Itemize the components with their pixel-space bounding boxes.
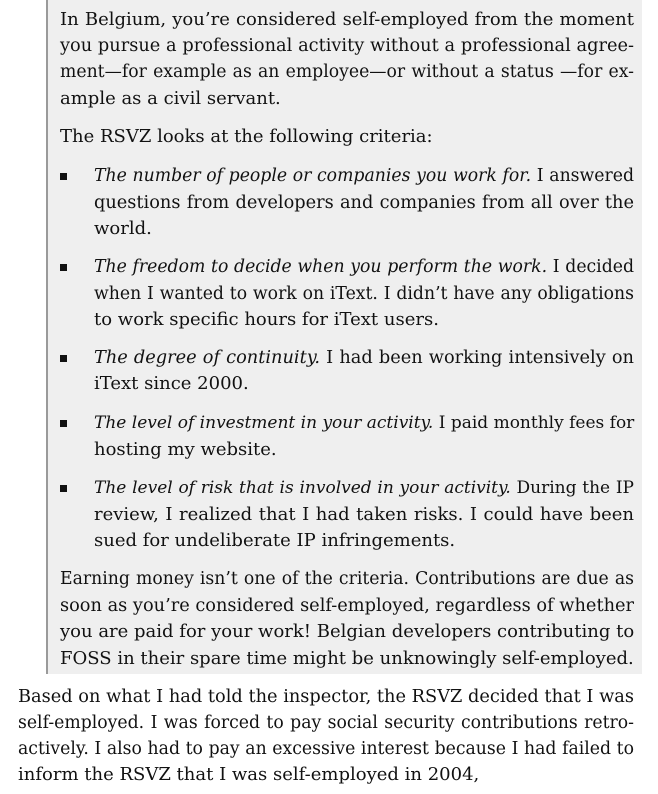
criterion-term: The level of investment in your activity.	[94, 413, 434, 433]
criterion-term: The freedom to decide when you perform the work.	[94, 257, 548, 277]
criterion-line: world.	[94, 218, 152, 239]
criterion-text: During the IP	[510, 478, 634, 498]
bullet-square-icon	[60, 355, 67, 362]
bullet-square-icon	[60, 485, 67, 492]
criterion-line: review, I realized that I had taken risks. I could have been	[94, 504, 634, 525]
criterion-text: I answered	[531, 166, 635, 186]
bullet-square-icon	[60, 264, 67, 271]
criterion-line: sued for undeliberate IP infringements.	[94, 530, 456, 551]
criterion-term: The level of risk that is involved in your activity.	[94, 478, 511, 498]
body-paragraph-line: inform the RSVZ that I was self-employed in 2004,	[18, 764, 480, 785]
sidebar-closing-line: you are paid for your work! Belgian developers contributing to	[60, 621, 635, 642]
body-paragraph-line: Based on what I had told the inspector, the RSVZ decided that I was	[18, 687, 634, 707]
criterion-line: to work specific hours for iText users.	[94, 309, 439, 330]
criterion-first-line	[94, 410, 634, 436]
criterion-text: I decided	[547, 257, 634, 277]
criterion-text: I paid monthly fees for	[433, 413, 635, 433]
sidebar-intro-line: In Belgium, you’re considered self-employed from the moment	[60, 9, 634, 30]
criterion-line: questions from developers and companies from all over the	[94, 193, 634, 213]
criterion-line: iText since 2000.	[94, 373, 249, 394]
bullet-square-icon	[60, 173, 67, 180]
sidebar-closing-line: Earning money isn’t one of the criteria. Contributions are due as	[60, 569, 634, 589]
criterion-first-line	[94, 163, 634, 189]
body-paragraph-line: self-employed. I was forced to pay social security contributions retro-	[18, 713, 634, 733]
criterion-term: The number of people or companies you work for.	[94, 166, 532, 186]
sidebar-intro-line: ment—for example as an employee—or without a status —for ex-	[60, 62, 634, 82]
bullet-square-icon	[60, 420, 67, 427]
criteria-heading: The RSVZ looks at the following criteria:	[60, 126, 433, 147]
criterion-line: when I wanted to work on iText. I didn’t have any obligations	[94, 284, 634, 304]
sidebar-closing-line: FOSS in their spare time might be unknowingly self-employed.	[60, 648, 634, 669]
sidebar-intro-line: ample as a civil servant.	[60, 88, 281, 109]
sidebar-intro-line: you pursue a professional activity without a professional agree-	[60, 36, 634, 56]
criterion-line: hosting my website.	[94, 439, 277, 460]
criterion-term: The degree of continuity.	[94, 348, 321, 368]
body-paragraph-line: actively. I also had to pay an excessive interest because I had failed to	[18, 739, 634, 759]
criterion-first-line	[94, 345, 634, 371]
criterion-first-line	[94, 475, 634, 501]
criterion-text: I had been working intensively on	[320, 348, 634, 368]
sidebar-closing-line: soon as you’re considered self-employed, regardless of whether	[60, 596, 634, 616]
criterion-first-line	[94, 254, 634, 280]
